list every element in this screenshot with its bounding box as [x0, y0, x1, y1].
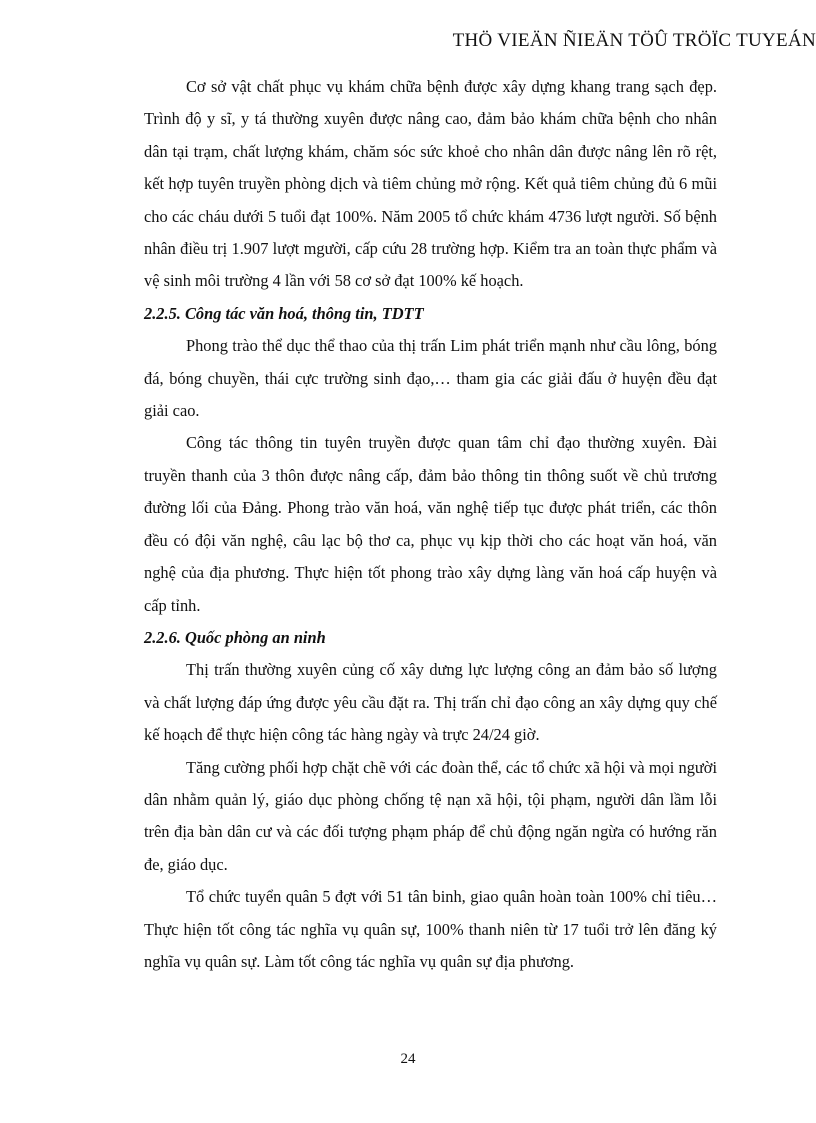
paragraph-sports: Phong trào thể dục thể thao của thị trấn Lim phát triển mạnh như cầu lông, bóng đá, bóng chuyền, thái cực trường sinh đạo,… tham gia các giải đấu ở huyện đều đạt giải cao. — [144, 336, 717, 421]
paragraph-information: Công tác thông tin tuyên truyền được quan tâm chỉ đạo thường xuyên. Đài truyền thanh của 3 thôn được nâng cấp, đảm bảo thông tin thông suốt về chủ trương đường lối của Đảng. Phong trào văn hoá, văn nghệ tiếp tục được phát triển, các thôn đều có đội văn nghệ, câu lạc bộ thơ ca, phục vụ kịp thời cho các hoạt văn hoá, văn nghệ của địa phương. Thực hiện tốt phong trào xây dựng làng văn hoá cấp huyện và cấp tỉnh. — [144, 433, 717, 615]
paragraph-police: Thị trấn thường xuyên củng cố xây dưng lực lượng công an đảm bảo số lượng và chất lượng đáp ứng được yêu cầu đặt ra. Thị trấn chỉ đạo công an xây dựng quy chế kế hoạch để thực hiện công tác hàng ngày và trực 24/24 giờ. — [144, 660, 717, 745]
document-body — [144, 71, 717, 978]
paragraph-military-service: Tổ chức tuyển quân 5 đợt với 51 tân binh, giao quân hoàn toàn 100% chỉ tiêu… Thực hiện tốt công tác nghĩa vụ quân sự, 100% thanh niên từ 17 tuổi trở lên đăng ký nghĩa vụ quân sự. Làm tốt công tác nghĩa vụ quân sự địa phương. — [144, 887, 717, 971]
section-heading-culture: 2.2.5. Công tác văn hoá, thông tin, TDTT — [144, 303, 424, 323]
section-heading-defense: 2.2.6. Quốc phòng an ninh — [144, 627, 326, 647]
paragraph-health: Cơ sở vật chất phục vụ khám chữa bệnh được xây dựng khang trang sạch đẹp. Trình độ y sĩ, y tá thường xuyên được nâng cao, đảm bảo khám chữa bệnh cho nhân dân tại trạm, chất lượng khám, chăm sóc sức khoẻ cho nhân dân được nâng lên rõ rệt, kết hợp tuyên truyền phòng dịch và tiêm chủng mở rộng. Kết quả tiêm chủng đủ 6 mũi cho các cháu dưới 5 tuổi đạt 100%. Năm 2005 tổ chức khám 4736 lượt người. Số bệnh nhân điều trị 1.907 lượt mgười, cấp cứu 28 trường hợp. Kiểm tra an toàn thực phẩm và vệ sinh môi trường 4 lần với 58 cơ sở đạt 100% kế hoạch. — [144, 77, 717, 291]
page-number: 24 — [400, 1051, 416, 1067]
page-header: THÖ VIEÄN ÑIEÄN TÖÛ TRÖÏC TUYEÁN — [452, 30, 816, 51]
paragraph-social-order: Tăng cường phối hợp chặt chẽ với các đoàn thể, các tổ chức xã hội và mọi người dân nhằm quản lý, giáo dục phòng chống tệ nạn xã hội, tội phạm, người dân lầm lỗi trên địa bàn dân cư và các đối tượng phạm pháp để chủ động ngăn ngừa có hướng răn đe, giáo dục. — [144, 757, 717, 874]
